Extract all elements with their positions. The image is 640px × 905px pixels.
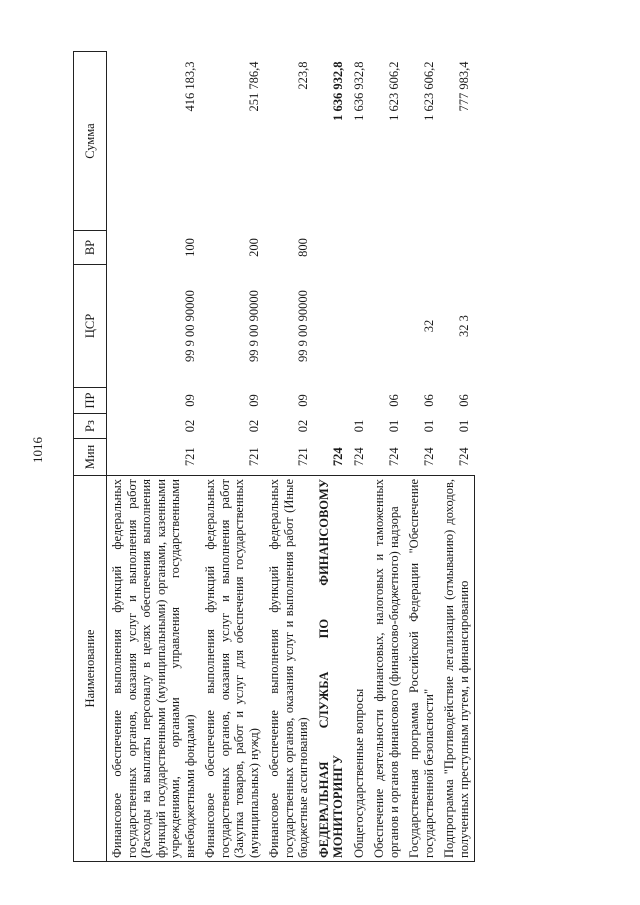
cell-vr — [369, 231, 404, 265]
cell-vr — [349, 231, 370, 265]
header-rz: Рз — [74, 414, 107, 439]
cell-sum: 223,8 — [296, 61, 310, 90]
cell-vr: 200 — [246, 238, 261, 257]
cell-sum: 777 983,4 — [457, 61, 471, 112]
cell-pr — [314, 388, 349, 414]
cell-sum: 1 636 932,8 — [331, 61, 345, 121]
cell-rz — [314, 414, 349, 439]
cell-pr: 09 — [296, 394, 310, 407]
cell-name: Государственная программа Российской Федерации "Обеспечение государственной безопасности" — [404, 476, 439, 862]
table-row — [404, 52, 439, 862]
cell-sum: 1 623 606,2 — [421, 61, 436, 121]
header-name: Наименование — [74, 476, 107, 862]
cell-rz: 02 — [182, 419, 197, 433]
rotated-page — [73, 52, 563, 862]
cell-csr — [349, 265, 370, 388]
cell-csr — [369, 265, 404, 388]
cell-vr: 100 — [182, 238, 197, 257]
cell-csr: 99 9 00 90000 — [182, 290, 197, 362]
cell-min: 724 — [331, 447, 345, 467]
cell-sum: 1 623 606,2 — [386, 61, 401, 121]
cell-csr: 32 — [421, 319, 436, 333]
cell-sum: 416 183,3 — [182, 61, 197, 112]
table-row — [439, 52, 475, 862]
cell-rz: 01 — [457, 419, 471, 433]
header-min: Мин — [74, 439, 107, 476]
cell-rz: 01 — [351, 419, 366, 433]
cell-rz: 01 — [421, 419, 436, 433]
table-header-row — [74, 52, 107, 862]
cell-min: 724 — [421, 447, 436, 467]
cell-rz: 02 — [296, 419, 310, 433]
cell-pr — [349, 388, 370, 414]
cell-min: 721 — [296, 447, 310, 467]
header-pr: ПР — [74, 388, 107, 414]
cell-sum: 1 636 932,8 — [351, 61, 366, 121]
cell-pr: 09 — [246, 394, 261, 407]
cell-name: Обеспечение деятельности финансовых, налоговых и таможенных органов и органов финансового (финансово-бюджетного) надзора — [369, 476, 404, 862]
cell-csr: 32 3 — [457, 315, 471, 337]
cell-vr — [314, 231, 349, 265]
table-row — [349, 52, 370, 862]
cell-min: 721 — [246, 447, 261, 467]
table-row — [264, 52, 314, 862]
cell-rz: 02 — [246, 419, 261, 433]
table-row — [107, 52, 201, 862]
cell-pr: 06 — [421, 394, 436, 407]
cell-name: Подпрограмма "Противодействие легализации (отмыванию) доходов, полученных преступным путем, и финансированию — [439, 476, 475, 862]
table-row — [314, 52, 349, 862]
cell-name: Финансовое обеспечение выполнения функций федеральных государственных органов, оказания услуг и выполнения работ (Иные бюджетные ассигнования) — [264, 476, 314, 862]
cell-min: 724 — [351, 447, 366, 467]
cell-csr: 99 9 00 90000 — [246, 290, 261, 362]
cell-vr — [404, 231, 439, 265]
cell-pr: 09 — [182, 394, 197, 407]
cell-name: ФЕДЕРАЛЬНАЯ СЛУЖБА ПО ФИНАНСОВОМУ МОНИТОРИНГУ — [314, 476, 349, 862]
table-row — [369, 52, 404, 862]
header-sum: Сумма — [74, 52, 107, 231]
table-body — [107, 52, 475, 862]
budget-table — [73, 51, 475, 862]
cell-pr: 06 — [386, 394, 401, 407]
header-csr: ЦСР — [74, 265, 107, 388]
cell-name: Финансовое обеспечение выполнения функций федеральных государственных органов, оказания услуг и выполнения работ (Расходы на выплаты персоналу в целях обеспечения выполнения функций государственными (муниципальными) органами, казенными учреждениями, органами управления государственными внебюджетными фондами) — [107, 476, 201, 862]
cell-min: 724 — [386, 447, 401, 467]
cell-rz: 01 — [386, 419, 401, 433]
cell-csr: 99 9 00 90000 — [296, 290, 310, 362]
cell-vr — [439, 231, 475, 265]
cell-sum: 251 786,4 — [246, 61, 261, 112]
header-vr: ВР — [74, 231, 107, 265]
cell-name: Финансовое обеспечение выполнения функций федеральных государственных органов, оказания услуг и выполнения работ (Закупка товаров, работ и услуг для обеспечения государственных (муниципальных) нужд) — [200, 476, 264, 862]
cell-pr: 06 — [457, 394, 471, 407]
cell-min: 724 — [457, 447, 471, 467]
cell-min: 721 — [182, 447, 197, 467]
cell-name: Общегосударственные вопросы — [349, 476, 370, 862]
page-number: 1016 — [30, 437, 45, 463]
cell-csr — [314, 265, 349, 388]
cell-vr: 800 — [296, 238, 310, 257]
table-row — [200, 52, 264, 862]
